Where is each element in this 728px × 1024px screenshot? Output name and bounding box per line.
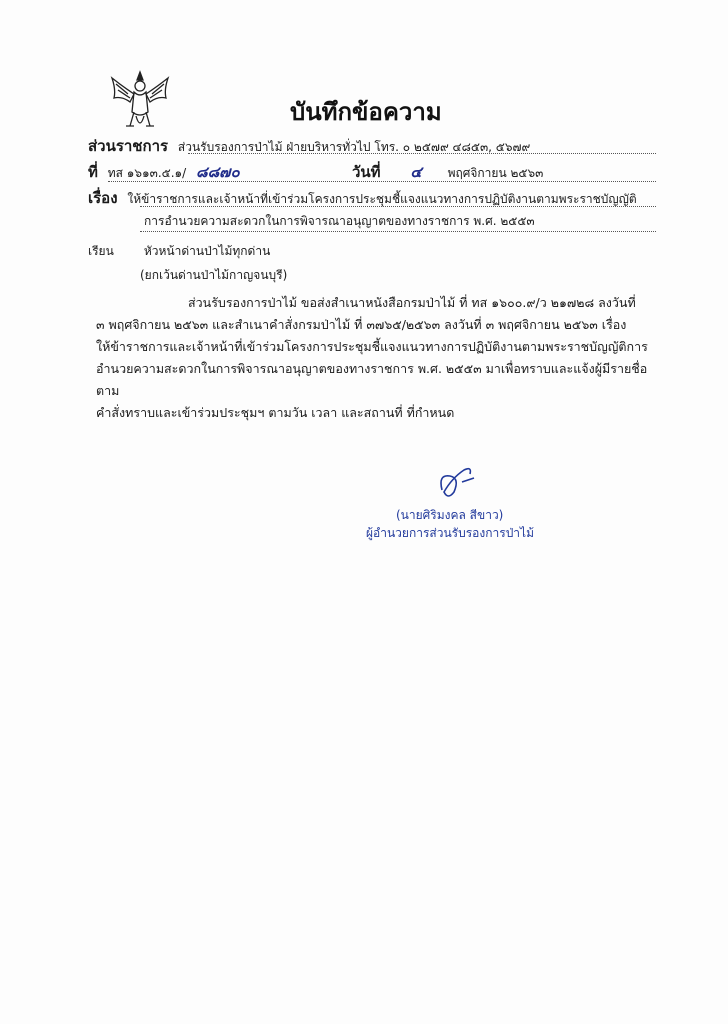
signer-title: ผู้อำนวยการส่วนรับรองการป่าไม้ [366,526,534,540]
body-line: ๓ พฤศจิกายน ๒๕๖๓ และสำเนาคำสั่งกรมป่าไม้ ที่ ๓๗๖๕/๒๕๖๓ ลงวันที่ ๓ พฤศจิกายน ๒๕๖๓ เรื่อง [96,317,627,332]
date-label: วันที่ [352,163,381,181]
body-line: ให้ข้าราชการและเจ้าหน้าที่เข้าร่วมโครงการประชุมชี้แจงแนวทางการปฏิบัติงานตามพระราชบัญญัติการ [96,339,648,354]
salutation-line-1: หัวหน้าด่านป่าไม้ทุกด่าน [143,244,271,258]
agency-label: ส่วนราชการ [88,137,169,155]
signer-name: (นายศิริมงคล สีขาว) [396,508,504,522]
date-day-handwritten: ๔ [410,163,422,181]
subject-dotted-line-1 [140,206,656,207]
document-title: บันทึกข้อความ [290,98,442,126]
subject-dotted-line-2 [140,231,656,232]
subject-label: เรื่อง [88,189,118,207]
reference-dotted-line [108,181,656,182]
garuda-emblem-icon [108,68,172,134]
reference-number-handwritten: ๘๘๗๐ [196,163,240,181]
subject-line-1: ให้ข้าราชการและเจ้าหน้าที่เข้าร่วมโครงการประชุมชี้แจงแนวทางการปฏิบัติงานตามพระราชบัญญัติ [127,192,637,206]
body-line: คำสั่งทราบและเข้าร่วมประชุมฯ ตามวัน เวลา และสถานที่ ที่กำหนด [96,405,455,420]
subject-line-2: การอำนวยความสะดวกในการพิจารณาอนุญาตของทางราชการ พ.ศ. ๒๕๕๓ [144,214,535,228]
reference-label: ที่ [88,163,98,181]
date-month-year: พฤศจิกายน ๒๕๖๓ [447,166,544,180]
agency-row [88,134,530,158]
salutation-label: เรียน [88,244,114,258]
body-line: อำนวยความสะดวกในการพิจารณาอนุญาตของทางราชการ พ.ศ. ๒๕๕๓ มาเพื่อทราบและแจ้งผู้มีรายชื่อตาม [96,361,648,398]
salutation-line-2: (ยกเว้นด่านป่าไม้กาญจนบุรี) [140,268,288,282]
reference-value: ทส ๑๖๑๓.๕.๑/ [107,166,187,180]
memo-body [96,292,662,424]
handwritten-signature-icon [432,460,480,504]
agency-dotted-line [188,153,656,154]
agency-value: ส่วนรับรองการป่าไม้ ฝ่ายบริหารทั่วไป โทร. ๐ ๒๕๗๙ ๔๘๕๓, ๕๖๗๙ [177,140,531,154]
salutation-row [88,242,270,261]
body-line: ส่วนรับรองการป่าไม้ ขอส่งสำเนาหนังสือกรมป่าไม้ ที่ ทส ๑๖๐๐.๙/ว ๒๑๗๒๘ ลงวันที่ [188,295,636,310]
